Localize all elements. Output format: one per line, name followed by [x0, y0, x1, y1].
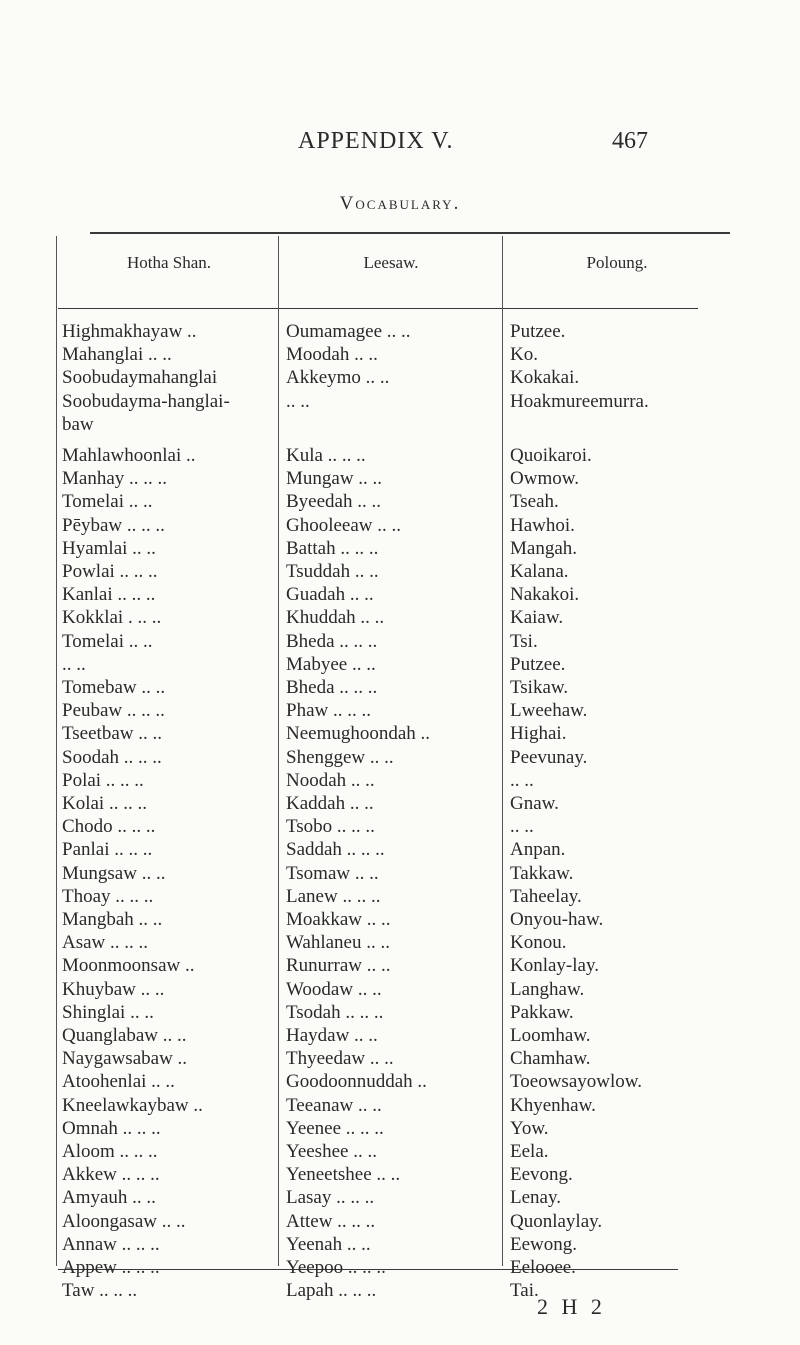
poloung-word: Highai. [510, 723, 567, 745]
hotha-shan-word: Taw .. .. .. [62, 1280, 138, 1302]
hotha-shan-word: Manhay .. .. .. [62, 468, 168, 490]
leesaw-word: Kaddah .. .. [286, 793, 374, 814]
table-row [0, 653, 800, 677]
hotha-shan-word: Asaw .. .. .. [62, 932, 149, 954]
leesaw-word: Tsuddah .. .. [286, 561, 379, 582]
poloung-word: Tseah. [510, 491, 559, 513]
header-rule [58, 308, 698, 309]
hotha-shan-word: Naygawsabaw .. [62, 1048, 188, 1070]
poloung-word: Eelooee. [510, 1257, 576, 1278]
hotha-shan-word: Mungsaw .. .. [62, 862, 166, 884]
poloung-word: Quonlaylay. [510, 1210, 603, 1232]
hotha-shan-word: Omnah .. .. .. [62, 1117, 161, 1139]
hotha-shan-word: Mangbah .. .. [62, 909, 163, 930]
table-row [0, 366, 800, 390]
leesaw-word: Teeanaw .. .. [286, 1094, 382, 1116]
hotha-shan-word: .. .. [62, 653, 86, 675]
leesaw-word: Battah .. .. .. [286, 537, 379, 559]
leesaw-word: Phaw .. .. .. [286, 700, 371, 722]
poloung-word: Takkaw. [510, 862, 574, 884]
poloung-word: Anpan. [510, 839, 566, 861]
column-header-poloung: Poloung. [586, 253, 648, 272]
table-row [0, 676, 800, 700]
hotha-shan-word: Tseetbaw .. .. [62, 723, 162, 745]
poloung-word: Lweehaw. [510, 700, 588, 722]
poloung-word: Nakakoi. [510, 584, 580, 606]
table-row [0, 1279, 800, 1303]
poloung-word: Kokakai. [510, 367, 580, 389]
hotha-shan-word: Kneelawkaybaw .. [62, 1094, 203, 1116]
hotha-shan-word: Tomebaw .. .. [62, 677, 166, 698]
table-row [0, 978, 800, 1002]
table-row [0, 838, 800, 862]
hotha-shan-word: Thoay .. .. .. [62, 885, 154, 907]
poloung-word: Quoikaroi. [510, 445, 592, 466]
hotha-shan-word: Soodah .. .. .. [62, 746, 162, 768]
leesaw-word: Lasay .. .. .. [286, 1187, 375, 1209]
table-row [0, 722, 800, 746]
hotha-shan-word: Soobudaymahanglai [62, 367, 218, 389]
hotha-shan-word: Tomelai .. .. [62, 491, 153, 513]
leesaw-word: Moodah .. .. [286, 344, 378, 366]
hotha-shan-word: Kolai .. .. .. [62, 793, 147, 814]
hotha-shan-word: Aloom .. .. .. [62, 1141, 158, 1162]
leesaw-word: Bheda .. .. .. [286, 677, 378, 698]
hotha-shan-word: Amyauh .. .. [62, 1187, 156, 1209]
leesaw-word: Tsomaw .. .. [286, 862, 379, 884]
leesaw-word: Goodoonnuddah .. [286, 1071, 427, 1093]
table-row [0, 490, 800, 514]
signature-mark: 2 H 2 [537, 1294, 606, 1319]
poloung-word: Eewong. [510, 1233, 578, 1255]
hotha-shan-word: Mahlawhoonlai .. [62, 445, 196, 466]
leesaw-word: Shenggew .. .. [286, 746, 394, 768]
leesaw-word: Yeepoo .. .. .. [286, 1257, 386, 1278]
hotha-shan-word: Mahanglai .. .. [62, 344, 172, 366]
leesaw-word: Yeenah .. .. [286, 1233, 371, 1255]
poloung-word: Toeowsayowlow. [510, 1071, 642, 1093]
table-row [0, 560, 800, 584]
vocabulary-title: Vocabulary. [339, 193, 461, 214]
leesaw-word: Tsobo .. .. .. [286, 816, 375, 838]
column-header-hotha-shan: Hotha Shan. [126, 253, 212, 272]
poloung-word: Kaiaw. [510, 607, 564, 629]
table-row [0, 862, 800, 886]
hotha-shan-word: Peubaw .. .. .. [62, 700, 165, 722]
table-row [0, 413, 800, 437]
poloung-word: Khyenhaw. [510, 1094, 596, 1116]
leesaw-word: Guadah .. .. [286, 584, 374, 606]
table-row [0, 1140, 800, 1164]
table-row [0, 1256, 800, 1280]
poloung-word: Taheelay. [510, 885, 582, 907]
poloung-word: Tai. [510, 1280, 539, 1302]
leesaw-word: Wahlaneu .. .. [286, 932, 390, 954]
table-row [0, 320, 800, 344]
leesaw-word: Mabyee .. .. [286, 653, 376, 675]
leesaw-word: Moakkaw .. .. [286, 909, 391, 930]
leesaw-word: Saddah .. .. .. [286, 839, 385, 861]
leesaw-word: Lapah .. .. .. [286, 1280, 377, 1302]
hotha-shan-word: Soobudayma-hanglai- [62, 390, 230, 412]
poloung-word: Ko. [510, 344, 538, 366]
poloung-word: Kalana. [510, 561, 569, 582]
table-row [0, 746, 800, 770]
leesaw-word: Haydaw .. .. [286, 1025, 378, 1046]
running-head [0, 128, 800, 160]
poloung-word: Pakkaw. [510, 1001, 574, 1023]
leesaw-word: Attew .. .. .. [286, 1210, 376, 1232]
table-row [0, 606, 800, 630]
leesaw-word: Mungaw .. .. [286, 468, 383, 490]
poloung-word: Eevong. [510, 1164, 573, 1186]
table-row [0, 1024, 800, 1048]
poloung-word: .. .. [510, 816, 534, 838]
table-row [0, 537, 800, 561]
hotha-shan-word: baw [62, 413, 94, 435]
table-row [0, 1117, 800, 1141]
table-row [0, 1210, 800, 1234]
table-row [0, 931, 800, 955]
leesaw-word: Woodaw .. .. [286, 978, 382, 1000]
hotha-shan-word: Annaw .. .. .. [62, 1233, 160, 1255]
table-row [0, 954, 800, 978]
leesaw-word: Thyeedaw .. .. [286, 1048, 394, 1070]
table-row [0, 815, 800, 839]
poloung-word: Eela. [510, 1141, 549, 1162]
table-row [0, 1070, 800, 1094]
hotha-shan-word: Aloongasaw .. .. [62, 1210, 186, 1232]
poloung-word: Loomhaw. [510, 1025, 591, 1046]
poloung-word: Owmow. [510, 468, 579, 490]
table-row [0, 390, 800, 414]
poloung-word: Yow. [510, 1117, 549, 1139]
table-row [0, 885, 800, 909]
table-top-rule [90, 232, 730, 234]
hotha-shan-word: Highmakhayaw .. [62, 321, 197, 342]
table-row [0, 630, 800, 654]
poloung-word: Hawhoi. [510, 514, 575, 536]
hotha-shan-word: Moonmoonsaw .. [62, 955, 195, 977]
table-row [0, 699, 800, 723]
hotha-shan-word: Quanglabaw .. .. [62, 1025, 187, 1046]
hotha-shan-word: Shinglai .. .. [62, 1001, 154, 1023]
table-row [0, 1163, 800, 1187]
hotha-shan-word: Khuybaw .. .. [62, 978, 165, 1000]
leesaw-word: Yeneetshee .. .. [286, 1164, 401, 1186]
leesaw-word: Ghooleeaw .. .. [286, 514, 402, 536]
table-row [0, 1094, 800, 1118]
poloung-word: Konlay-lay. [510, 955, 599, 977]
poloung-word: Peevunay. [510, 746, 588, 768]
hotha-shan-word: Atoohenlai .. .. [62, 1071, 175, 1093]
hotha-shan-word: Powlai .. .. .. [62, 561, 158, 582]
hotha-shan-word: Hyamlai .. .. [62, 537, 156, 559]
poloung-word: Tsi. [510, 630, 538, 652]
leesaw-word: Khuddah .. .. [286, 607, 385, 629]
leesaw-word: Lanew .. .. .. [286, 885, 381, 907]
leesaw-word: Akkeymo .. .. [286, 367, 390, 389]
appendix-title: APPENDIX V. [298, 128, 454, 154]
poloung-word: Mangah. [510, 537, 578, 559]
leesaw-word: Noodah .. .. [286, 769, 375, 791]
poloung-word: Lenay. [510, 1187, 561, 1209]
table-row [0, 444, 800, 468]
poloung-word: Onyou-haw. [510, 909, 604, 930]
poloung-word: Langhaw. [510, 978, 585, 1000]
hotha-shan-word: Appew .. .. .. [62, 1257, 160, 1278]
leesaw-word: Runurraw .. .. [286, 955, 391, 977]
poloung-word: Chamhaw. [510, 1048, 591, 1070]
table-row [0, 769, 800, 793]
leesaw-word: Bheda .. .. .. [286, 630, 378, 652]
hotha-shan-word: Chodo .. .. .. [62, 816, 156, 838]
leesaw-word: Neemughoondah .. [286, 723, 431, 745]
leesaw-word: .. .. [286, 390, 310, 412]
poloung-word: Hoakmureemurra. [510, 390, 649, 412]
leesaw-word: Yeeshee .. .. [286, 1141, 377, 1162]
table-row [0, 1001, 800, 1025]
poloung-word: Tsikaw. [510, 677, 569, 698]
hotha-shan-word: Panlai .. .. .. [62, 839, 153, 861]
table-row [0, 583, 800, 607]
table-row [0, 1186, 800, 1210]
hotha-shan-word: Pēybaw .. .. .. [62, 514, 165, 536]
column-header-leesaw: Leesaw. [363, 253, 419, 272]
poloung-word: Putzee. [510, 321, 566, 342]
leesaw-word: Byeedah .. .. [286, 491, 381, 513]
hotha-shan-word: Kanlai .. .. .. [62, 584, 156, 606]
poloung-word: Putzee. [510, 653, 566, 675]
page-number: 467 [612, 128, 648, 154]
table-row [0, 792, 800, 816]
table-row [0, 467, 800, 491]
table-row [0, 1047, 800, 1071]
poloung-word: Gnaw. [510, 793, 559, 814]
poloung-word: Konou. [510, 932, 567, 954]
table-row [0, 908, 800, 932]
leesaw-word: Yeenee .. .. .. [286, 1117, 384, 1139]
table-row [0, 514, 800, 538]
leesaw-word: Tsodah .. .. .. [286, 1001, 384, 1023]
leesaw-word: Kula .. .. .. [286, 445, 366, 466]
leesaw-word: Oumamagee .. .. [286, 321, 411, 342]
hotha-shan-word: Tomelai .. .. [62, 630, 153, 652]
table-row [0, 1233, 800, 1257]
hotha-shan-word: Polai .. .. .. [62, 769, 144, 791]
table-row [0, 343, 800, 367]
hotha-shan-word: Kokklai . .. .. [62, 607, 162, 629]
poloung-word: .. .. [510, 769, 534, 791]
hotha-shan-word: Akkew .. .. .. [62, 1164, 160, 1186]
